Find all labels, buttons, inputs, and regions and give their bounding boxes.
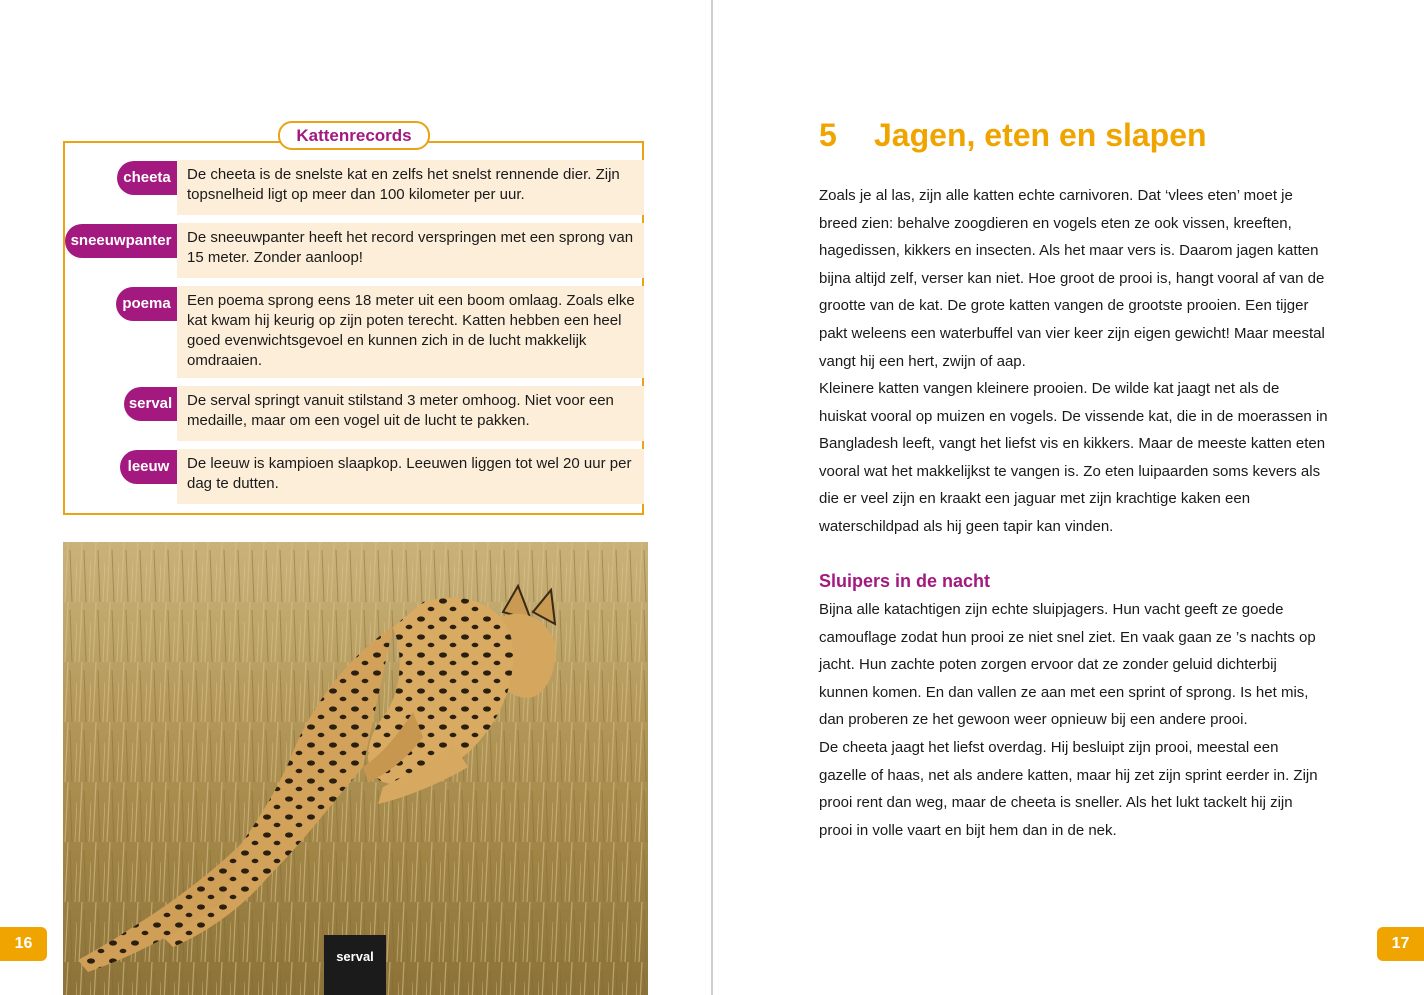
page-number-left: 16 — [0, 927, 47, 961]
chapter-heading — [819, 113, 1207, 157]
body-paragraph-4: De cheeta jaagt het liefst overdag. Hij besluipt zijn prooi, meestal een gazelle of haas, net als andere katten, maar hij zet zijn sprint eerder in. Zijn prooi rent dan weg, maar de cheeta is sneller. Als het lukt tackelt hij zijn prooi in volle vaart en bijt hem dan in de nek. — [819, 739, 1318, 839]
record-label-leeuw: leeuw — [120, 450, 177, 484]
record-text-cheeta: De cheeta is de snelste kat en zelfs het snelst rennende dier. Zijn topsnelheid ligt op meer dan 100 kilometer per uur. — [177, 160, 644, 215]
page-number-right: 17 — [1377, 927, 1424, 961]
right-page — [712, 0, 1424, 995]
records-box-title: Kattenrecords — [278, 121, 430, 150]
record-label-sneeuwpanter: sneeuwpanter — [65, 224, 177, 258]
record-label-poema: poema — [116, 287, 177, 321]
record-text-leeuw: De leeuw is kampioen slaapkop. Leeuwen liggen tot wel 20 uur per dag te dutten. — [177, 449, 644, 504]
serval-photo — [63, 542, 648, 995]
section-subheading: Sluipers in de nacht — [819, 571, 991, 591]
record-label-serval: serval — [124, 387, 177, 421]
record-text-poema: Een poema sprong eens 18 meter uit een boom omlaag. Zoals elke kat kwam hij keurig op zijn poten terecht. Katten hebben een heel goed evenwichtsgevoel en kunnen zich in de lucht makkelijk omdraaien. — [177, 286, 644, 378]
chapter-number: 5 — [819, 117, 837, 153]
body-paragraph-2: Kleinere katten vangen kleinere prooien. De wilde kat jaagt net als de huiskat vooral op muizen en vogels. De vissende kat, die in de moerassen in Bangladesh leeft, vangt het liefst vis en kikkers. Maar de meeste katten eten vooral wat het makkelijkst te vangen is. Zo eten luipaarden soms kevers als die er veel zijn en kraakt een jaguar met zijn krachtige kaken een waterschildpad als hij geen tapir kan vinden. — [819, 380, 1328, 535]
left-page — [0, 0, 711, 995]
photo-caption: serval — [324, 935, 386, 995]
chapter-title: Jagen, eten en slapen — [874, 117, 1207, 153]
body-paragraph-3: Bijna alle katachtigen zijn echte sluipjagers. Hun vacht geeft ze goede camouflage zodat hun prooi ze niet snel ziet. En vaak gaan ze ’s nachts op jacht. Hun zachte poten zorgen ervoor dat ze zonder geluid dichterbij kunnen komen. En dan vallen ze aan met een sprint of sprong. Is het mis, dan proberen ze het gewoon weer opnieuw bij een andere prooi. — [819, 601, 1316, 729]
body-paragraph-1: Zoals je al las, zijn alle katten echte carnivoren. Dat ‘vlees eten’ moet je breed zien: behalve zoogdieren en vogels eten ze ook vissen, kreeften, hagedissen, kikkers en insecten. Als het maar vers is. Daarom jagen katten bijna altijd zelf, verser kan niet. Hoe groot de prooi is, hangt vooral af van de grootte van de kat. De grote katten vangen de grootste prooien. Een tijger pakt weleens een waterbuffel van vier keer zijn eigen gewicht! Maar meestal vangt hij een hert, zwijn of aap. — [819, 187, 1325, 370]
record-label-cheeta: cheeta — [117, 161, 177, 195]
record-text-serval: De serval springt vanuit stilstand 3 meter omhoog. Niet voor een medaille, maar om een vogel uit de lucht te pakken. — [177, 386, 644, 441]
record-text-sneeuwpanter: De sneeuwpanter heeft het record verspringen met een sprong van 15 meter. Zonder aanloop! — [177, 223, 644, 278]
